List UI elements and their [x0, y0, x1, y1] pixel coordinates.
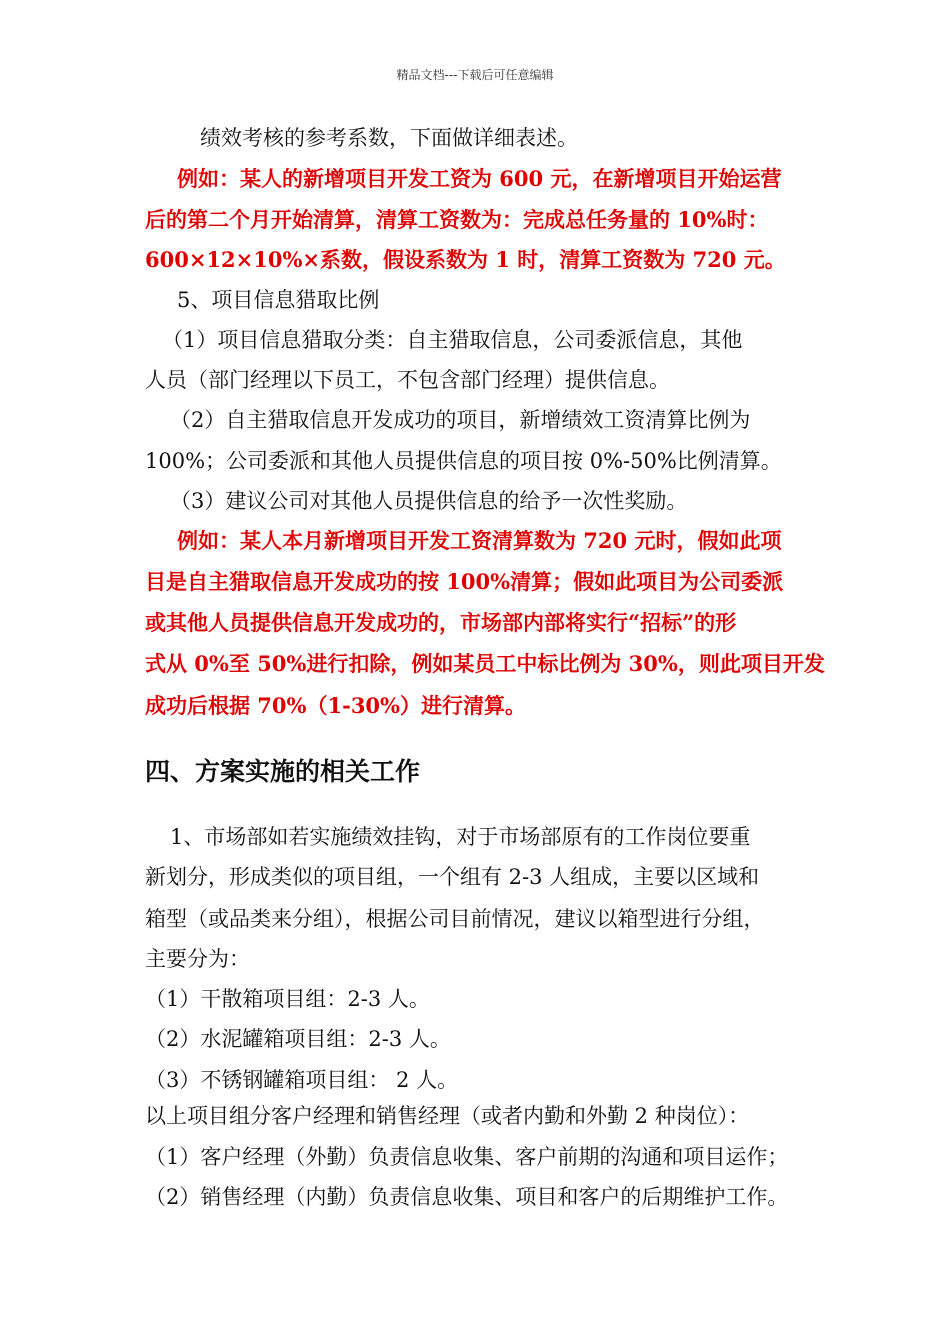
paragraph-line: 主要分为：	[145, 947, 250, 971]
paragraph-line: （1）项目信息猎取分类：自主猎取信息，公司委派信息，其他	[162, 328, 743, 352]
example-line: 例如：某人本月新增项目开发工资清算数为 720 元时，假如此项	[177, 528, 782, 553]
paragraph-line: （2）自主猎取信息开发成功的项目，新增绩效工资清算比例为	[170, 408, 751, 432]
example-line: 目是自主猎取信息开发成功的按 100%清算；假如此项目为公司委派	[145, 569, 784, 594]
list-item: （1）干散箱项目组：2-3 人。	[145, 987, 430, 1011]
example-line: 例如：某人的新增项目开发工资为 600 元，在新增项目开始运营	[177, 166, 782, 191]
example-line: 600×12×10%×系数，假设系数为 1 时，清算工资数为 720 元。	[145, 247, 786, 272]
paragraph-line: 新划分，形成类似的项目组，一个组有 2-3 人组成，主要以区域和	[145, 865, 760, 889]
list-item: （2）销售经理（内勤）负责信息收集、项目和客户的后期维护工作。	[145, 1185, 789, 1209]
list-item: （2）水泥罐箱项目组：2-3 人。	[145, 1027, 451, 1051]
paragraph-line: 100%；公司委派和其他人员提供信息的项目按 0%-50%比例清算。	[145, 449, 782, 473]
section-heading: 四、方案实施的相关工作	[145, 757, 421, 786]
paragraph-line: 1、市场部如若实施绩效挂钩，对于市场部原有的工作岗位要重	[170, 825, 751, 849]
list-item: （1）客户经理（外勤）负责信息收集、客户前期的沟通和项目运作；	[145, 1145, 789, 1169]
example-line: 或其他人员提供信息开发成功的，市场部内部将实行“招标”的形	[145, 610, 737, 635]
paragraph-line: （3）建议公司对其他人员提供信息的给予一次性奖励。	[170, 489, 688, 513]
subsection-title: 5、项目信息猎取比例	[177, 288, 380, 312]
example-line: 式从 0%至 50%进行扣除，例如某员工中标比例为 30%，则此项目开发	[145, 651, 825, 676]
paragraph-line: 绩效考核的参考系数，下面做详细表述。	[200, 126, 578, 150]
paragraph-line: 以上项目组分客户经理和销售经理（或者内勤和外勤 2 种岗位）：	[145, 1104, 750, 1128]
paragraph-line: 箱型（或品类来分组），根据公司目前情况，建议以箱型进行分组，	[145, 907, 765, 931]
example-line: 后的第二个月开始清算，清算工资数为：完成总任务量的 10%时：	[145, 207, 769, 232]
list-item: （3）不锈钢罐箱项目组： 2 人。	[145, 1068, 459, 1092]
paragraph-line: 人员（部门经理以下员工，不包含部门经理）提供信息。	[145, 368, 670, 392]
example-line: 成功后根据 70%（1-30%）进行清算。	[145, 693, 526, 718]
page-header: 精品文档---下载后可任意编辑	[396, 68, 554, 82]
